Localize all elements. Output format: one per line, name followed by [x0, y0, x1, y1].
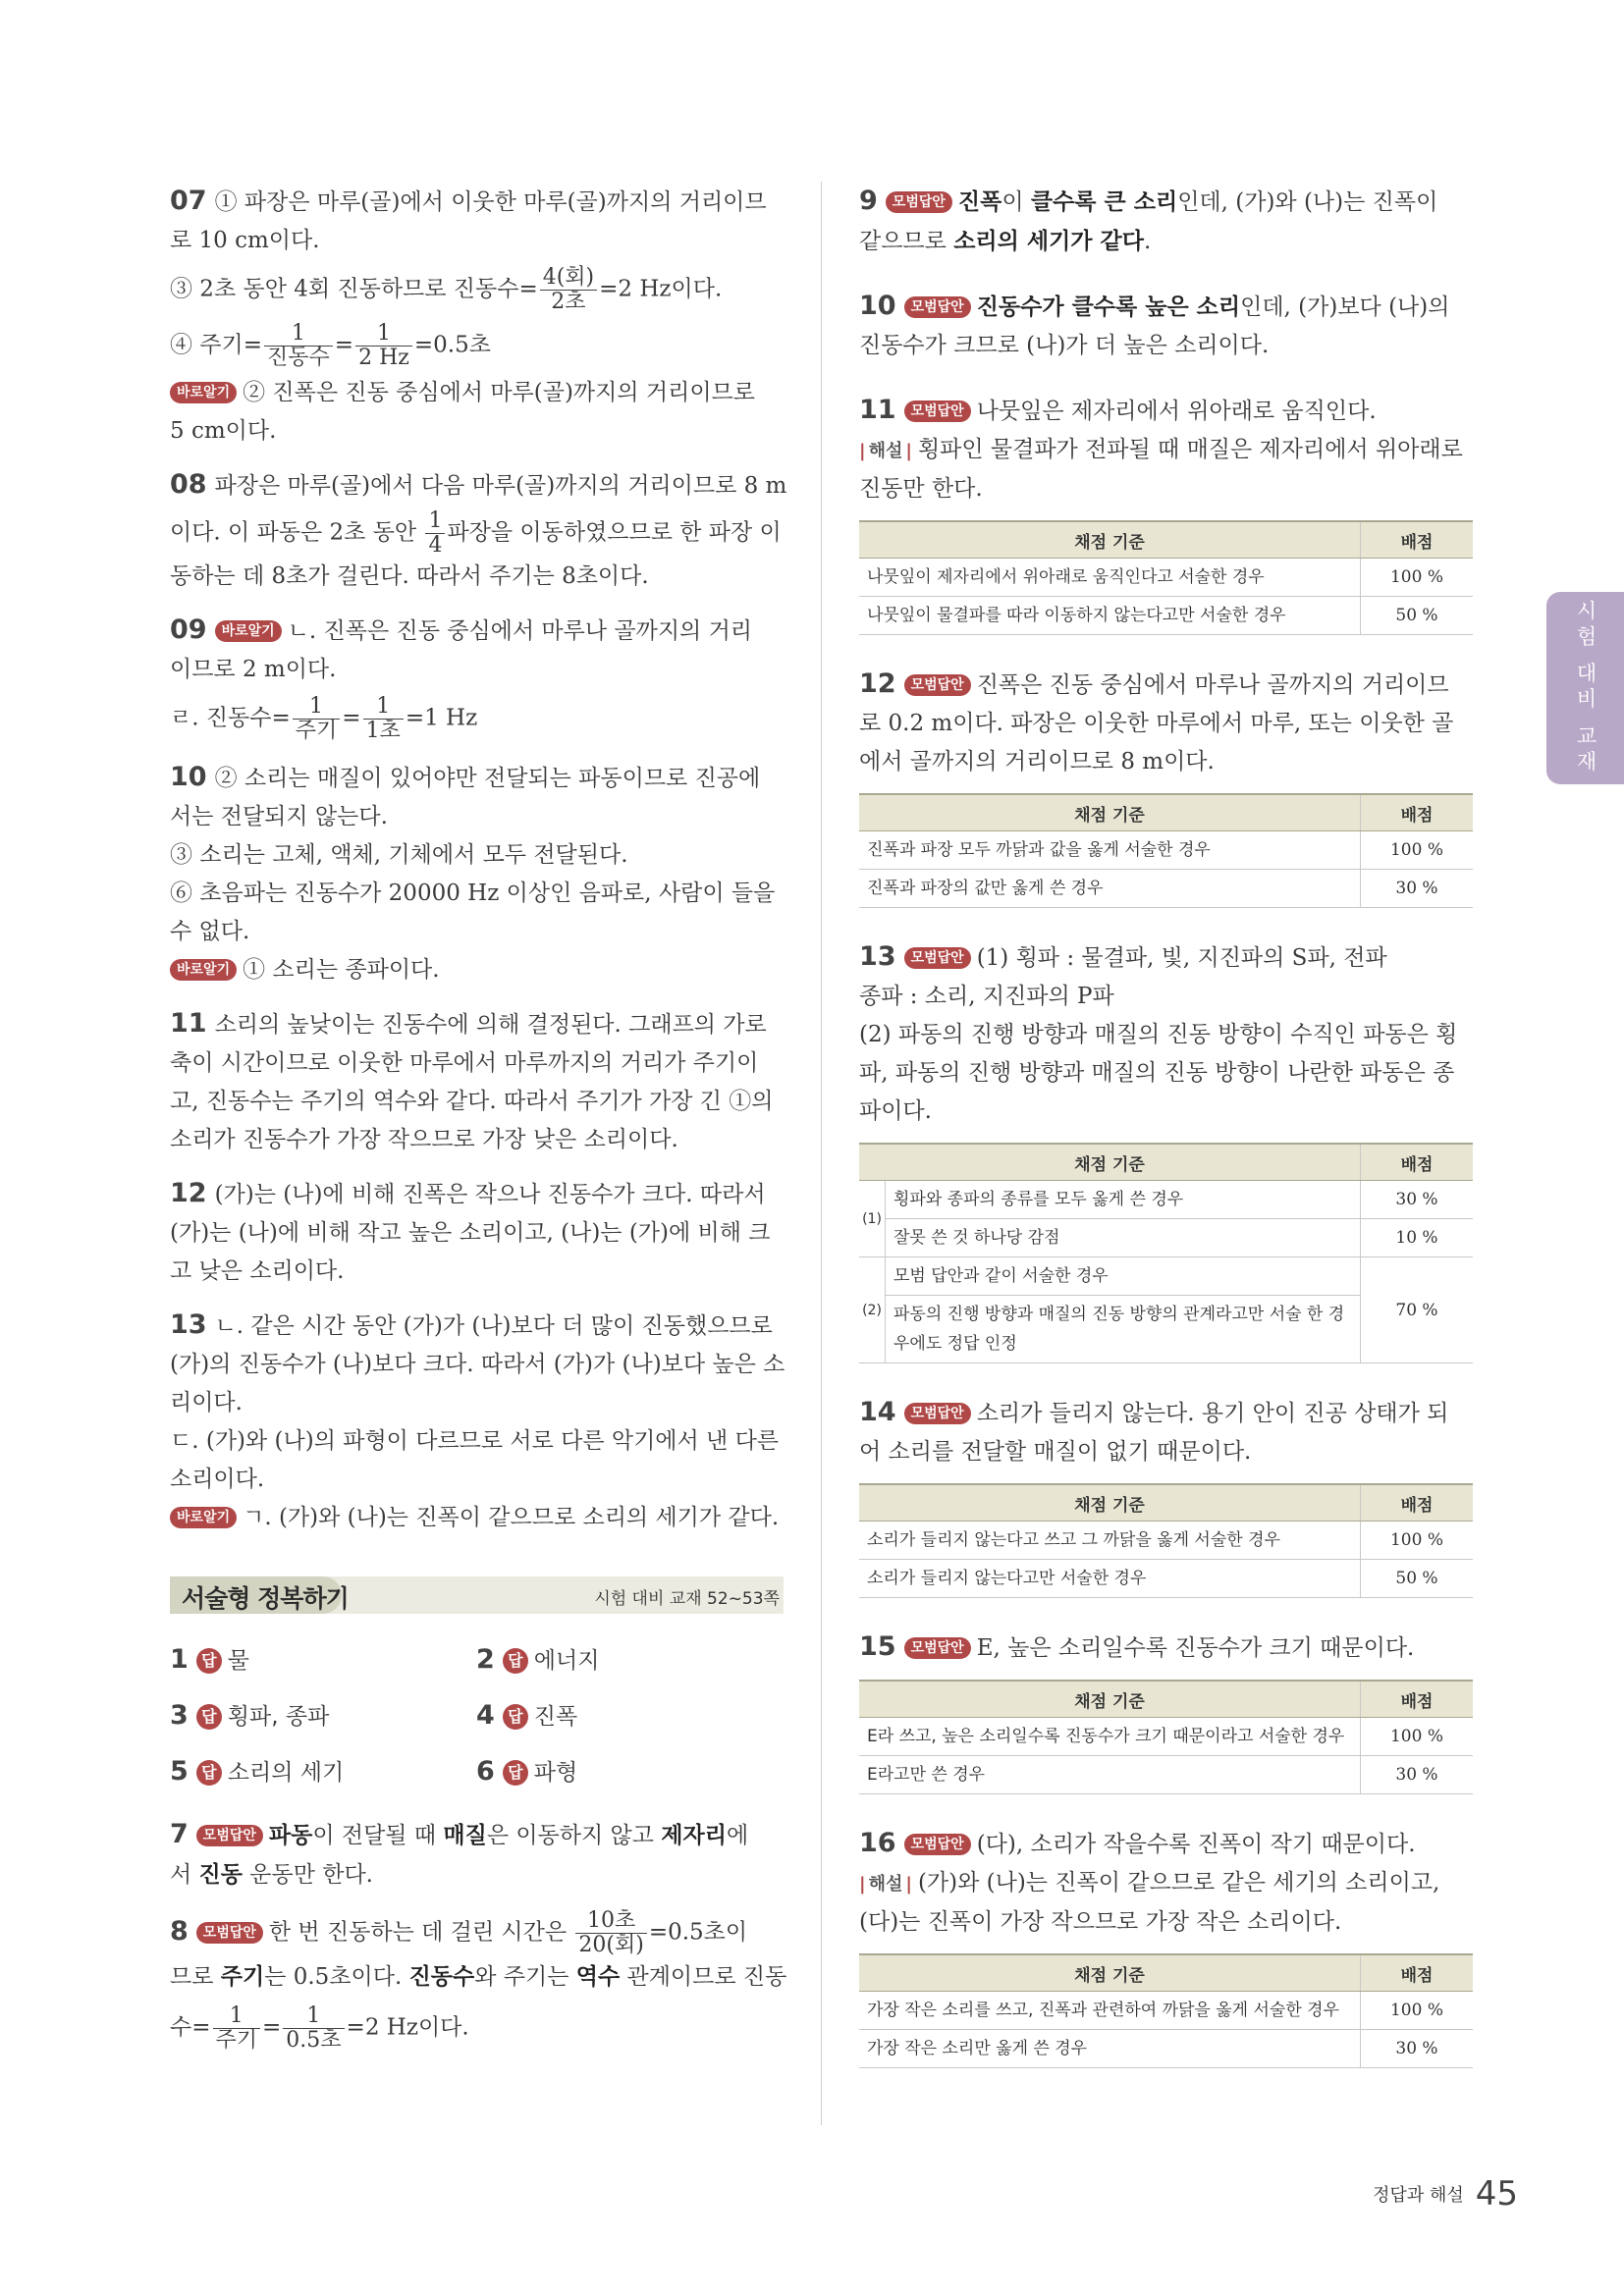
- question-number: 1: [170, 1644, 189, 1675]
- criteria-header: 채점 기준: [859, 794, 1361, 831]
- denominator: 20(회): [578, 1933, 644, 1957]
- text: 5 cm이다.: [170, 418, 277, 444]
- side-tab[interactable]: 시험 대비 교재: [1546, 592, 1624, 784]
- answer-10: [170, 758, 784, 989]
- table-row: [859, 1219, 1473, 1257]
- descriptive-answer-7: [170, 1815, 784, 1895]
- denominator: 주기: [295, 719, 338, 743]
- sub-question-label: (1): [859, 1181, 886, 1257]
- text: 동하는 데 8초가 걸린다. 따라서 주기는 8초이다.: [170, 563, 649, 589]
- page-footer: [1373, 2174, 1518, 2214]
- criteria-cell: 소리가 들리지 않는다고만 서술한 경우: [859, 1560, 1361, 1598]
- question-number: 2: [476, 1644, 495, 1675]
- short-answer-5: [170, 1749, 476, 1795]
- score-cell: 30 %: [1361, 1756, 1474, 1794]
- keyword: 진폭: [957, 188, 1002, 215]
- question-number: 11: [859, 395, 896, 425]
- score-cell: 100 %: [1361, 831, 1474, 870]
- short-answers: [170, 1637, 784, 1795]
- criteria-header: 채점 기준: [859, 1954, 1361, 1992]
- criteria-header: 채점 기준: [859, 1484, 1361, 1522]
- answer-text: 횡파, 종파: [227, 1704, 330, 1730]
- criteria-cell: 횡파와 종파의 종류를 모두 옳게 쓴 경우: [886, 1181, 1361, 1219]
- text: ㄹ. 진동수=: [170, 705, 291, 731]
- criteria-cell: 소리가 들리지 않는다고 쓰고 그 까닭을 옳게 서술한 경우: [859, 1522, 1361, 1560]
- score-cell: 100 %: [1361, 559, 1474, 597]
- table-row: [859, 831, 1473, 870]
- text: 에서 골까지의 거리이므로 8 m이다.: [859, 749, 1215, 774]
- numerator: 1: [293, 695, 341, 720]
- criteria-cell: 나뭇잎이 물결파를 따라 이동하지 않는다고만 서술한 경우: [859, 597, 1361, 635]
- answer-text: 소리의 세기: [227, 1760, 345, 1786]
- text: (1) 횡파 : 물결파, 빛, 지진파의 S파, 전파: [976, 945, 1387, 971]
- text: 로 10 cm이다.: [170, 228, 320, 253]
- answer-badge: 답: [503, 1648, 528, 1674]
- descriptive-answer-15: [859, 1628, 1473, 1668]
- table-row: [859, 597, 1473, 635]
- score-cell: 30 %: [1361, 1181, 1474, 1219]
- text: =0.5초: [413, 332, 491, 358]
- table-row: [859, 1718, 1473, 1756]
- short-answer-2: [476, 1637, 783, 1683]
- text: 소리이다.: [170, 1467, 265, 1492]
- criteria-cell: 나뭇잎이 제자리에서 위아래로 움직인다고 서술한 경우: [859, 559, 1361, 597]
- score-cell: 30 %: [1361, 870, 1474, 908]
- denominator: 주기: [215, 2028, 258, 2053]
- text: 진동수가 크므로 (나)가 더 높은 소리이다.: [859, 333, 1270, 358]
- descriptive-answer-10: [859, 287, 1473, 365]
- fraction: [425, 509, 445, 558]
- right-column: [859, 182, 1473, 2098]
- numerator: 1: [264, 322, 333, 347]
- text: 로 0.2 m이다. 파장은 이웃한 마루에서 마루, 또는 이웃한 골: [859, 711, 1454, 736]
- denominator: 4: [428, 533, 443, 558]
- table-header: [859, 794, 1473, 831]
- text: ⑥ 초음파는 진동수가 20000 Hz 이상인 음파로, 사람이 들을: [170, 881, 776, 906]
- criteria-cell: 진폭과 파장의 값만 옳게 쓴 경우: [859, 870, 1361, 908]
- answer-12: [170, 1174, 784, 1291]
- descriptive-answer-11: [859, 391, 1473, 508]
- fraction: [283, 2004, 344, 2053]
- text: =2 Hz이다.: [599, 276, 723, 302]
- answer-09: [170, 611, 784, 743]
- text: 이: [1001, 189, 1031, 215]
- short-answer-4: [476, 1693, 783, 1739]
- table-row: [859, 1560, 1473, 1598]
- keyword: 진동수가 클수록 높은 소리: [976, 294, 1241, 320]
- grading-table-13: [859, 1143, 1473, 1363]
- keyword: 진동: [198, 1861, 243, 1888]
- answer-badge: 답: [503, 1760, 528, 1786]
- text: 운동만 한다.: [242, 1862, 373, 1888]
- text: ① 파장은 마루(골)에서 이웃한 마루(골)까지의 거리이므: [214, 189, 767, 215]
- question-number: 9: [859, 186, 878, 216]
- text: 종파 : 소리, 지진파의 P파: [859, 984, 1114, 1009]
- fraction: [293, 695, 341, 743]
- section-header: [170, 1576, 784, 1616]
- keyword: 매질: [443, 1822, 487, 1848]
- criteria-cell: 진폭과 파장 모두 까닭과 값을 옳게 서술한 경우: [859, 831, 1361, 870]
- text: 소리의 높낮이는 진동수에 의해 결정된다. 그래프의 가로: [214, 1012, 767, 1038]
- text: =1 Hz: [405, 705, 478, 731]
- model-answer-badge: 모범답안: [904, 1403, 971, 1424]
- answer-13: [170, 1306, 784, 1537]
- table-header: [859, 1954, 1473, 1992]
- answer-badge: 답: [196, 1760, 222, 1786]
- text: (가)는 (나)에 비해 진폭은 작으나 진동수가 크다. 따라서: [214, 1182, 766, 1207]
- footer-label: 정답과 해설: [1373, 2185, 1464, 2206]
- text: 이다. 이 파동은 2초 동안: [170, 519, 417, 546]
- denominator: 진동수: [267, 346, 330, 370]
- model-answer-badge: 모범답안: [904, 296, 971, 318]
- question-number: 10: [170, 762, 207, 792]
- question-number: 12: [859, 668, 896, 699]
- text: 한 번 진동하는 데 걸린 시간은: [268, 1919, 568, 1946]
- table-row: [859, 1992, 1473, 2030]
- equals: =: [334, 332, 354, 358]
- text: (가)와 (나)는 진폭이 같으므로 같은 세기의 소리이고,: [917, 1870, 1440, 1896]
- correction-badge: 바로알기: [215, 620, 282, 642]
- question-number: 6: [476, 1756, 495, 1787]
- text: ① 소리는 종파이다.: [243, 957, 440, 983]
- text: =2 Hz이다.: [346, 2014, 469, 2041]
- numerator: 1: [355, 322, 412, 347]
- question-number: 14: [859, 1397, 896, 1427]
- criteria-cell: 잘못 쓴 것 하나당 감점: [886, 1219, 1361, 1257]
- fraction: [264, 322, 333, 370]
- section-reference: 시험 대비 교재 52~53쪽: [594, 1589, 780, 1609]
- table-row: [859, 870, 1473, 908]
- text: 수=: [170, 2014, 211, 2041]
- criteria-cell: 파동의 진행 방향과 매질의 진동 방향의 관계라고만 서술 한 경우에도 정답 인정: [886, 1296, 1361, 1363]
- score-header: 배점: [1361, 1484, 1474, 1522]
- question-number: 16: [859, 1828, 896, 1858]
- text: ② 소리는 매질이 있어야만 전달되는 파동이므로 진공에: [214, 766, 761, 791]
- text: E, 높은 소리일수록 진동수가 크기 때문이다.: [976, 1635, 1415, 1661]
- score-header: 배점: [1361, 1681, 1474, 1718]
- answer-text: 파형: [533, 1760, 578, 1786]
- text: 와 주기는: [474, 1964, 576, 1990]
- score-cell: 100 %: [1361, 1992, 1474, 2030]
- numerator: 1: [213, 2004, 261, 2029]
- keyword: 클수록 큰 소리: [1030, 188, 1178, 215]
- table-header: [859, 1144, 1473, 1181]
- text: 진동만 한다.: [859, 476, 983, 502]
- question-number: 09: [170, 614, 207, 645]
- left-column: [170, 182, 787, 2067]
- text: 소리가 진동수가 가장 작으므로 가장 낮은 소리이다.: [170, 1127, 678, 1152]
- keyword: 제자리: [661, 1822, 727, 1848]
- question-number: 10: [859, 291, 896, 321]
- text: 서는 전달되지 않는다.: [170, 804, 388, 829]
- descriptive-answer-9: [859, 182, 1473, 261]
- question-number: 12: [170, 1178, 207, 1208]
- text: 파장은 마루(골)에서 다음 마루(골)까지의 거리이므로 8 m: [214, 473, 787, 499]
- question-number: 7: [170, 1819, 189, 1849]
- text: (다), 소리가 작을수록 진폭이 작기 때문이다.: [976, 1832, 1416, 1857]
- answer-text: 에너지: [533, 1648, 600, 1674]
- keyword: 주기: [220, 1963, 265, 1990]
- criteria-header: 채점 기준: [859, 1681, 1361, 1718]
- grading-table-15: [859, 1680, 1473, 1794]
- text: 소리가 들리지 않는다. 용기 안이 진공 상태가 되: [976, 1401, 1449, 1426]
- question-number: 13: [859, 941, 896, 972]
- criteria-cell: E라 쓰고, 높은 소리일수록 진동수가 크기 때문이라고 서술한 경우: [859, 1718, 1361, 1756]
- fraction: [575, 1909, 646, 1957]
- text: 파장을 이동하였으므로 한 파장 이: [447, 519, 782, 546]
- text: 관계이므로 진동: [620, 1964, 787, 1990]
- answer-text: 진폭: [533, 1704, 578, 1730]
- text: 이므로 2 m이다.: [170, 657, 337, 682]
- question-number: 4: [476, 1700, 495, 1731]
- text: ㄷ. (가)와 (나)의 파형이 다르므로 서로 다른 악기에서 낸 다른: [170, 1428, 780, 1454]
- text: 파, 파동의 진행 방향과 매질의 진동 방향이 나란한 파동은 종: [859, 1060, 1455, 1086]
- descriptive-answer-14: [859, 1393, 1473, 1471]
- score-cell: 30 %: [1361, 2030, 1474, 2068]
- keyword: 진동수: [408, 1963, 475, 1990]
- fraction: [213, 2004, 261, 2053]
- model-answer-badge: 모범답안: [886, 191, 952, 213]
- text: 인데, (가)와 (나)는 진폭이: [1177, 189, 1438, 215]
- denominator: 2초: [551, 290, 586, 314]
- keyword: 소리의 세기가 같다: [953, 228, 1144, 254]
- numerator: 1: [425, 509, 445, 534]
- numerator: 4(회): [540, 266, 597, 291]
- short-answer-3: [170, 1693, 476, 1739]
- criteria-cell: 모범 답안과 같이 서술한 경우: [886, 1257, 1361, 1296]
- text: 리이다.: [170, 1390, 243, 1415]
- descriptive-answer-8: [170, 1908, 787, 2053]
- fraction: [355, 322, 412, 370]
- text: 진폭은 진동 중심에서 마루나 골까지의 거리이므: [976, 672, 1449, 698]
- text: 파이다.: [859, 1098, 932, 1124]
- short-answer-1: [170, 1637, 476, 1683]
- keyword: 역수: [575, 1963, 621, 1990]
- text: ③ 2초 동안 4회 진동하므로 진동수=: [170, 276, 538, 302]
- text: 은 이동하지 않고: [486, 1823, 662, 1848]
- model-answer-badge: 모범답안: [904, 400, 971, 422]
- text: ③ 소리는 고체, 액체, 기체에서 모두 전달된다.: [170, 842, 628, 868]
- score-header: 배점: [1361, 794, 1474, 831]
- text: 횡파인 물결파가 전파될 때 매질은 제자리에서 위아래로: [917, 437, 1463, 462]
- descriptive-answer-12: [859, 665, 1473, 781]
- descriptive-answer-13: [859, 937, 1473, 1131]
- fraction: [540, 266, 597, 314]
- score-cell: 50 %: [1361, 1560, 1474, 1598]
- denominator: 1초: [365, 719, 401, 743]
- answer-11: [170, 1004, 784, 1159]
- question-number: 11: [170, 1008, 207, 1039]
- text: 에: [726, 1823, 749, 1848]
- answer-text: 물: [227, 1648, 250, 1674]
- correction-badge: 바로알기: [170, 959, 237, 981]
- descriptive-answer-16: [859, 1824, 1473, 1942]
- score-header: 배점: [1361, 1954, 1474, 1992]
- numerator: 1: [363, 695, 404, 720]
- criteria-cell: 가장 작은 소리를 쓰고, 진폭과 관련하여 까닭을 옳게 서술한 경우: [859, 1992, 1361, 2030]
- explanation-label: | 해설 |: [859, 1874, 912, 1895]
- answer-badge: 답: [503, 1704, 528, 1730]
- question-number: 8: [170, 1915, 189, 1947]
- correction-badge: 바로알기: [170, 1507, 237, 1528]
- fraction: [363, 695, 404, 743]
- table-row: [859, 1756, 1473, 1794]
- question-number: 5: [170, 1756, 189, 1787]
- keyword: 파동: [268, 1822, 313, 1848]
- score-header: 배점: [1361, 521, 1474, 559]
- score-cell: 100 %: [1361, 1718, 1474, 1756]
- text: 같으므로: [859, 229, 954, 254]
- model-answer-badge: 모범답안: [196, 1922, 263, 1944]
- text: 인데, (가)보다 (나)의: [1240, 294, 1450, 320]
- text: ㄴ. 진폭은 진동 중심에서 마루나 골까지의 거리: [287, 618, 753, 644]
- table-header: [859, 1681, 1473, 1718]
- text: =0.5초이: [648, 1919, 748, 1946]
- model-answer-badge: 모범답안: [904, 947, 971, 969]
- text: 서: [170, 1862, 199, 1888]
- text: (2) 파동의 진행 방향과 매질의 진동 방향이 수직인 파동은 횡: [859, 1022, 1458, 1047]
- table-row: [859, 2030, 1473, 2068]
- denominator: 0.5초: [286, 2028, 342, 2053]
- model-answer-badge: 모범답안: [904, 674, 971, 696]
- numerator: 1: [283, 2004, 344, 2029]
- table-row: [859, 1522, 1473, 1560]
- criteria-cell: E라고만 쓴 경우: [859, 1756, 1361, 1794]
- text: 축이 시간이므로 이웃한 마루에서 마루까지의 거리가 주기이: [170, 1050, 759, 1076]
- text: (다)는 진폭이 가장 작으므로 가장 작은 소리이다.: [859, 1909, 1342, 1935]
- table-row: [859, 1181, 1473, 1219]
- answer-badge: 답: [196, 1704, 222, 1730]
- text: 고 낮은 소리이다.: [170, 1258, 345, 1284]
- numerator: 10초: [575, 1909, 646, 1934]
- text: 고, 진동수는 주기의 역수와 같다. 따라서 주기가 가장 긴 ①의: [170, 1089, 774, 1114]
- criteria-cell: 가장 작은 소리만 옳게 쓴 경우: [859, 2030, 1361, 2068]
- table-row: [859, 1257, 1473, 1296]
- text: 는 0.5초이다.: [264, 1964, 409, 1990]
- score-cell: 100 %: [1361, 1522, 1474, 1560]
- score-cell: 10 %: [1361, 1219, 1474, 1257]
- model-answer-badge: 모범답안: [196, 1825, 263, 1846]
- table-row: [859, 559, 1473, 597]
- question-number: 08: [170, 469, 207, 500]
- text: (가)는 (나)에 비해 작고 높은 소리이고, (나)는 (가)에 비해 크: [170, 1220, 771, 1246]
- correction-badge: 바로알기: [170, 382, 237, 403]
- model-answer-badge: 모범답안: [904, 1834, 971, 1855]
- model-answer-badge: 모범답안: [904, 1637, 971, 1659]
- question-number: 15: [859, 1631, 896, 1662]
- text: 수 없다.: [170, 919, 250, 944]
- sub-question-label: (2): [859, 1257, 886, 1363]
- equals: =: [262, 2014, 282, 2041]
- section-title: 서술형 정복하기: [182, 1584, 349, 1613]
- score-cell: 70 %: [1361, 1257, 1474, 1363]
- text: ④ 주기=: [170, 332, 263, 358]
- score-cell: 50 %: [1361, 597, 1474, 635]
- answer-08: [170, 465, 787, 596]
- page-number: 45: [1475, 2174, 1518, 2214]
- text: ㄴ. 같은 시간 동안 (가)가 (나)보다 더 많이 진동했으므로: [214, 1313, 773, 1339]
- column-divider: [821, 182, 822, 2125]
- text: ② 진폭은 진동 중심에서 마루(골)까지의 거리이므로: [243, 380, 755, 405]
- text: 이 전달될 때: [312, 1823, 444, 1848]
- table-header: [859, 521, 1473, 559]
- text: 나뭇잎은 제자리에서 위아래로 움직인다.: [976, 399, 1377, 424]
- criteria-header: 채점 기준: [859, 1144, 1361, 1181]
- question-number: 13: [170, 1309, 207, 1340]
- answer-badge: 답: [196, 1648, 222, 1674]
- explanation-label: | 해설 |: [859, 441, 912, 461]
- denominator: 2 Hz: [358, 346, 409, 370]
- table-header: [859, 1484, 1473, 1522]
- grading-table-14: [859, 1483, 1473, 1598]
- equals: =: [342, 705, 361, 731]
- answer-07: [170, 182, 784, 451]
- text: 므로: [170, 1964, 221, 1990]
- grading-table-16: [859, 1953, 1473, 2068]
- text: (가)의 진동수가 (나)보다 크다. 따라서 (가)가 (나)보다 높은 소: [170, 1352, 785, 1377]
- grading-table-11: [859, 520, 1473, 635]
- grading-table-12: [859, 793, 1473, 908]
- text: 어 소리를 전달할 매질이 없기 때문이다.: [859, 1439, 1252, 1465]
- score-header: 배점: [1361, 1144, 1474, 1181]
- question-number: 07: [170, 186, 207, 216]
- short-answer-6: [476, 1749, 783, 1795]
- criteria-header: 채점 기준: [859, 521, 1361, 559]
- text: ㄱ. (가)와 (나)는 진폭이 같으므로 소리의 세기가 같다.: [243, 1505, 780, 1530]
- question-number: 3: [170, 1700, 189, 1731]
- text: .: [1143, 229, 1152, 254]
